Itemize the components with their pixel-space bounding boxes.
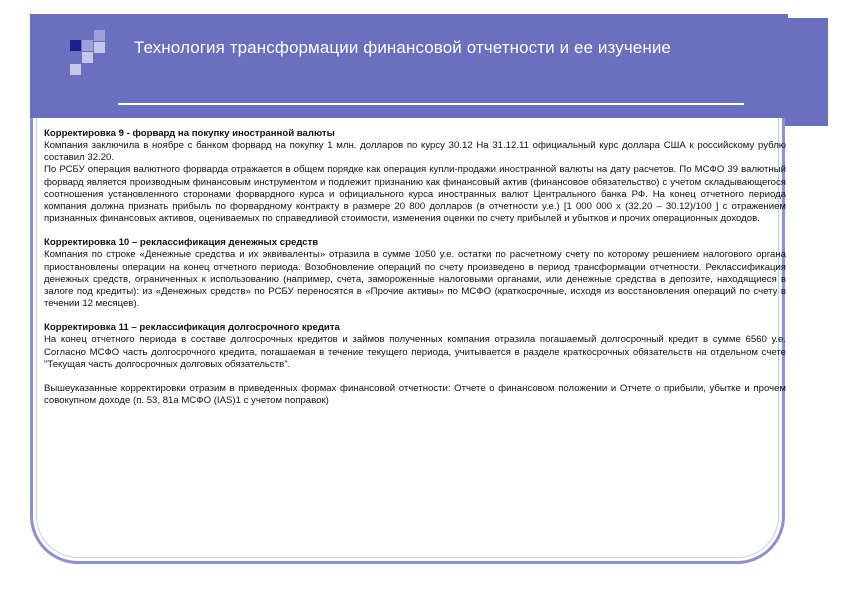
logo-square <box>70 40 81 51</box>
section-heading: Корректировка 10 – реклассификация денежных средств <box>44 237 319 249</box>
paragraph: По РСБУ операция валютного форварда отражается в общем порядке как операция купли-продажи иностранной валюты на дату расчетов. По МСФО 39 валютный форвард является производным финансовым инструментом и подлежит признанию как финансовый актив (финансовое обязательство) с учетом складывающегося соотношения установленного сторонами форвардного курса и официального курса иностранных валют Центрального банка РФ. На конец отчетного периода компания должна признать прибыль по форвардному контракту в размере 20 800 долларов (в отчетности у.е.) [1 000 000 х (32.20 – 30.12)/100 ] с отражением признанных финансовых активов, оцениваемых по справедливой стоимости, изменения оценки по счету прибылей и убытков и прочих операционных доходов. <box>44 164 786 225</box>
header-notch <box>788 14 828 18</box>
title-underline <box>118 103 744 105</box>
header-band <box>30 14 828 126</box>
paragraph: Компания по строке «Денежные средства и их эквиваленты» отразила в сумме 1050 у.е. остатки по расчетному счету по которому решением налогового органа приостановлены операции на конец отчетного периода. Возобновление операций по счету произведено в период трансформации отчетности. Реклассификация денежных средств, ограниченных к использованию (например, счета, замороженные налоговыми органами, или денежные средства в депозите, находящиеся в залоге под кредиты): из «Денежных средств» по РСБУ переносятся в «Прочие активы» по МСФО (краткосрочные, исходя из восстановления операций по счету в течении 12 месяцев). <box>44 249 786 310</box>
page-title: Технология трансформации финансовой отчетности и ее изучение <box>134 38 671 57</box>
paragraph: На конец отчетного периода в составе долгосрочных кредитов и займов полученных компания отразила погашаемый долгосрочный кредит в сумме 6560 у.е. Согласно МСФО часть долгосрочного кредита, погашаемая в течение текущего периода, учитывается в разделе краткосрочных обязательств на отдельном счете "Текущая часть долгосрочных долговых обязательств". <box>44 334 786 370</box>
section-heading: Корректировка 11 – реклассификация долгосрочного кредита <box>44 322 340 334</box>
logo-squares-icon <box>70 30 130 80</box>
paragraph: Компания заключила в ноябре с банком форвард на покупку 1 млн. долларов по курсу 30.12 На 31.12.11 официальный курс доллара США к российскому рублю составил 32.20. <box>44 140 786 164</box>
logo-square <box>94 30 105 41</box>
content-text <box>44 128 786 407</box>
paragraph: Вышеуказанные корректировки отразим в приведенных формах финансовой отчетности: Отчете о финансовом положении и Отчете о прибыли, убытке и прочем совокупном доходе (п. 53, 81а МСФО (IAS)1 с учетом поправок) <box>44 382 786 406</box>
logo-square <box>82 40 93 51</box>
section-heading: Корректировка 9 - форвард на покупку иностранной валюты <box>44 128 335 139</box>
logo-square <box>94 42 105 53</box>
logo-square <box>70 64 81 75</box>
logo-square <box>82 52 93 63</box>
